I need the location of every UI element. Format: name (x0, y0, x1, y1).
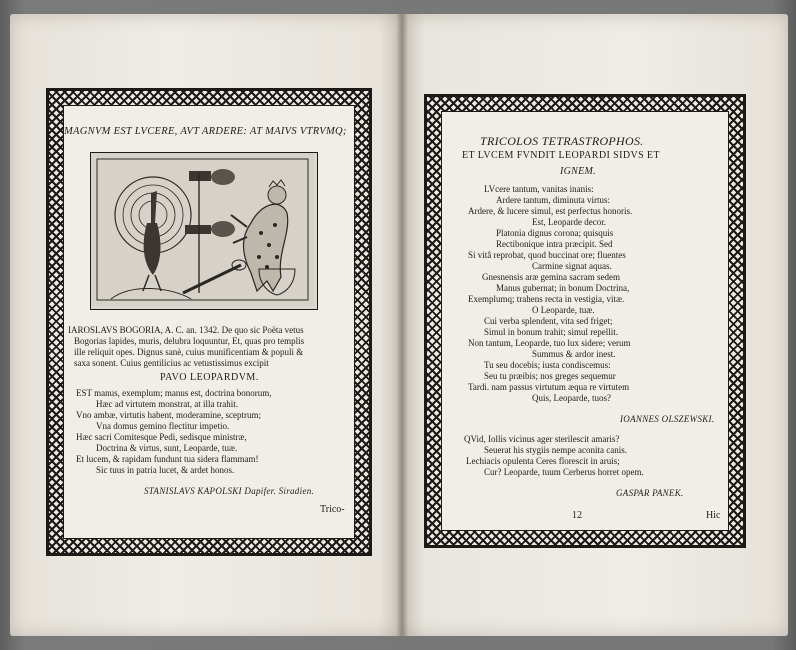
left-verse-2: Hæc ad virtutem monstrat, at illa trahit. (96, 399, 238, 409)
left-signature: STANISLAVS KAPOLSKI Dapifer. Siradien. (144, 486, 315, 496)
right-signature-1: IOANNES OLSZEWSKI. (620, 414, 715, 424)
left-catchword: Trico- (320, 504, 345, 515)
left-verse-7: Et lucem, & rapidam fundunt tua sidera flammam! (76, 454, 259, 464)
left-verse-1: EST manus, exemplum; manus est, doctrina bonorum, (76, 388, 272, 398)
right-verse-20: Quis, Leoparde, tuos? (532, 393, 611, 403)
right-verse-15: Non tantum, Leoparde, tuo lux sidere; verum (468, 338, 631, 348)
right-verse-17: Tu seu docebis; iusta condiscemus: (484, 360, 611, 370)
right-verse-16: Summus & ardor inest. (532, 349, 616, 359)
right-verse-19: Tardi. nam passus virtutum æqua re virtutem (468, 382, 630, 392)
right-verse-4: Est, Leoparde decor. (532, 217, 606, 227)
right-verse-6: Rectibonique intra præcipit. Sed (496, 239, 613, 249)
right-subtitle-2: IGNEM. (560, 166, 596, 177)
left-verse-3: Vno ambæ, virtutis habent, moderamine, sceptrum; (76, 410, 261, 420)
left-motto: MAGNVM EST LVCERE, AVT ARDERE: AT MAIVS VTRVMQ; (64, 126, 347, 137)
peacock-leopard-engraving (90, 152, 318, 310)
left-prose-line-4: saxa sonent. Cuius gentilicius ac vetustissimus excipit (74, 358, 269, 368)
right-verse-5: Platonia dignus corona; quisquis (496, 228, 614, 238)
page-number: 12 (572, 510, 582, 521)
right-verse-1: LVcere tantum, vanitas inanis: (484, 184, 594, 194)
right-signature-2: GASPAR PANEK. (616, 488, 684, 498)
right-verse-9: Gnesnensis aræ gemina sacram sedem (482, 272, 620, 282)
right-verse-3: Ardere, & lucere simul, est perfectus honoris. (468, 206, 633, 216)
right-verse2-3: Lechiacis opulenta Ceres florescit in aruis; (466, 456, 620, 466)
book-gutter (396, 14, 408, 636)
left-subtitle: PAVO LEOPARDVM. (160, 372, 259, 383)
left-verse-6: Doctrina & virtus, sunt, Leoparde, tuæ. (96, 443, 238, 453)
right-title: TRICOLOS TETRASTROPHOS. (480, 134, 644, 148)
right-verse-11: Exemplumq; trahens recta in vestigia, vitæ. (468, 294, 625, 304)
right-verse-8: Carmine signat aquas. (532, 261, 612, 271)
right-catchword: Hic (706, 510, 721, 521)
left-prose-line-2: Bogorias lapides, muris, delubra loquuntur, Et, quas pro templis (74, 336, 305, 346)
right-verse2-4: Cur? Leoparde, tuum Cerberus horret opem. (484, 467, 644, 477)
right-verse2-2: Seuerat his stygiis nempe aconita canis. (484, 445, 627, 455)
left-prose-line-1: IAROSLAVS BOGORIA, A. C. an. 1342. De quo sic Poëta vetus (68, 325, 304, 335)
right-verse-13: Cui verba splendent, vita sed friget; (484, 316, 613, 326)
right-verse-12: O Leoparde, tuæ. (532, 305, 595, 315)
left-verse-5: Hæc sacri Comitesque Pedi, sedisque ministræ, (76, 432, 247, 442)
right-verse-14: Simul in bonum trahit; simul repellit. (484, 327, 618, 337)
left-verse-4: Vna domus gemino flectitur impetio. (96, 421, 230, 431)
right-verse2-1: QVid, Iollis vicinus ager sterilescit amaris? (464, 434, 620, 444)
right-verse-10: Manus gubernat; in bonum Doctrina, (496, 283, 630, 293)
left-verse-8: Sic tuus in patria lucet, & ardet honos. (96, 465, 235, 475)
right-subtitle-1: ET LVCEM FVNDIT LEOPARDI SIDVS ET (462, 150, 660, 161)
right-verse-18: Seu tu præibis; nos greges sequemur (484, 371, 616, 381)
right-verse-2: Ardere tantum, diminuta virtus: (496, 195, 610, 205)
right-verse-7: Si vitâ reprobat, quod buccinat ore; fluentes (468, 250, 626, 260)
left-prose-line-3: ille reliquit opes. Dignus sanè, cuius munificentiam & populi & (74, 347, 304, 357)
